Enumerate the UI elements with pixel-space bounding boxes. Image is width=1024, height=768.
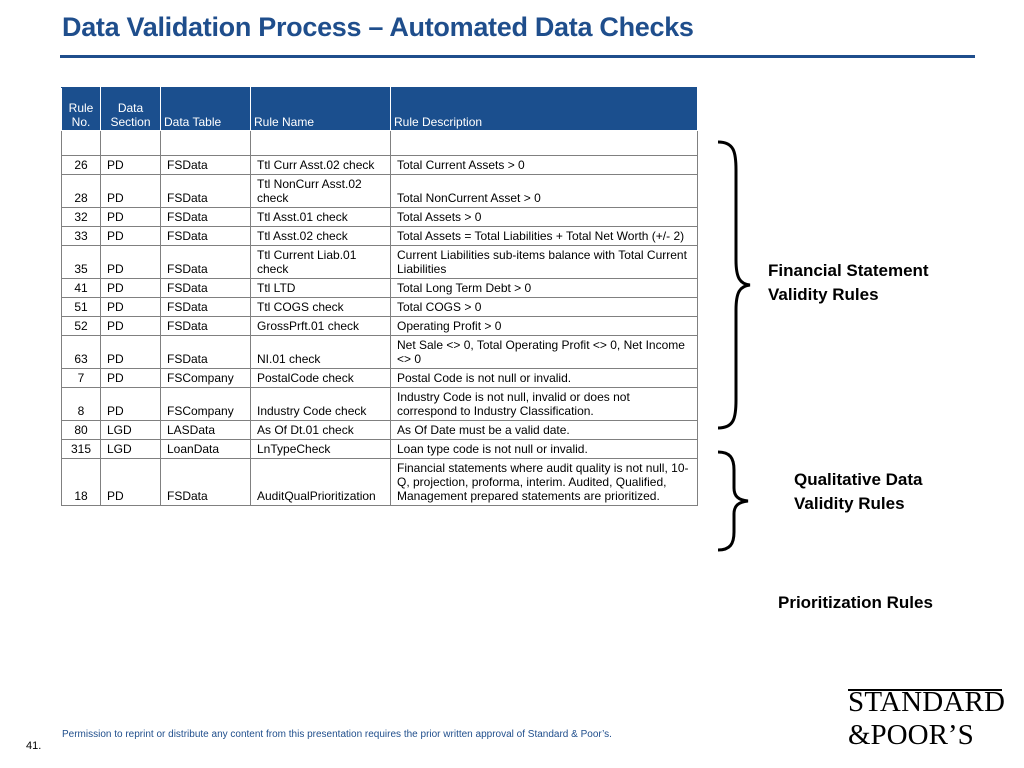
prioritization-label: Prioritization Rules: [778, 593, 933, 612]
rule-name-cell: Ttl LTD: [251, 279, 391, 298]
spacer-cell: [251, 131, 391, 156]
data-section-cell: PD: [101, 156, 161, 175]
data-table-cell: FSData: [161, 227, 251, 246]
rule-description-cell: Operating Profit > 0: [391, 317, 698, 336]
rule-description-cell: Total Assets = Total Liabilities + Total Net Worth (+/- 2): [391, 227, 698, 246]
data-table-cell: FSData: [161, 246, 251, 279]
table-row: [62, 156, 698, 175]
rule-description-cell: Total NonCurrent Asset > 0: [391, 175, 698, 208]
rule-no-cell: 26: [62, 156, 101, 175]
table-row: [62, 175, 698, 208]
table-row: [62, 336, 698, 369]
rule-no-cell: 32: [62, 208, 101, 227]
slide-title: Data Validation Process – Automated Data Checks: [62, 12, 694, 42]
data-table-cell: FSData: [161, 175, 251, 208]
header-data-table: Data Table: [161, 88, 251, 131]
table-body: [62, 131, 698, 506]
logo-line-poors: &POOR’S: [848, 719, 974, 751]
rule-no-cell: 63: [62, 336, 101, 369]
rule-no-cell: 28: [62, 175, 101, 208]
spacer-cell: [161, 131, 251, 156]
data-section-cell: PD: [101, 336, 161, 369]
table-row: [62, 246, 698, 279]
rule-name-cell: AuditQualPrioritization: [251, 459, 391, 506]
table-row: [62, 227, 698, 246]
rule-no-cell: 315: [62, 440, 101, 459]
table-spacer-row: [62, 131, 698, 156]
rule-name-cell: NI.01 check: [251, 336, 391, 369]
financial-brace-icon: [712, 140, 752, 430]
data-table-cell: FSData: [161, 459, 251, 506]
rule-description-cell: Net Sale <> 0, Total Operating Profit <> 0, Net Income <> 0: [391, 336, 698, 369]
table-row: [62, 388, 698, 421]
data-table-cell: FSData: [161, 156, 251, 175]
rule-name-cell: LnTypeCheck: [251, 440, 391, 459]
table-row: [62, 298, 698, 317]
rule-description-cell: Total Assets > 0: [391, 208, 698, 227]
rule-name-cell: Ttl Asst.01 check: [251, 208, 391, 227]
data-section-cell: PD: [101, 317, 161, 336]
rule-no-cell: 33: [62, 227, 101, 246]
permission-footer: Permission to reprint or distribute any content from this presentation requires the prior written approval of Standard & Poor’s.: [62, 729, 612, 740]
financial-statement-label: Financial Statement Validity Rules: [768, 261, 929, 304]
data-section-cell: PD: [101, 369, 161, 388]
rule-no-cell: 7: [62, 369, 101, 388]
data-section-cell: PD: [101, 388, 161, 421]
header-rule-description: Rule Description: [391, 88, 698, 131]
title-divider: [60, 55, 975, 58]
rule-name-cell: Industry Code check: [251, 388, 391, 421]
qualitative-brace-icon: [712, 450, 752, 552]
data-table-cell: LoanData: [161, 440, 251, 459]
rule-description-cell: Total Long Term Debt > 0: [391, 279, 698, 298]
rules-table: [61, 87, 698, 506]
data-table-cell: FSCompany: [161, 388, 251, 421]
table-header-row: [62, 88, 698, 131]
table-row: [62, 317, 698, 336]
spacer-cell: [101, 131, 161, 156]
data-section-cell: PD: [101, 175, 161, 208]
rule-description-cell: Industry Code is not null, invalid or does not correspond to Industry Classification.: [391, 388, 698, 421]
rule-no-cell: 18: [62, 459, 101, 506]
logo-line-standard: STANDARD: [848, 686, 1006, 718]
rule-name-cell: As Of Dt.01 check: [251, 421, 391, 440]
rule-no-cell: 35: [62, 246, 101, 279]
rule-no-cell: 41: [62, 279, 101, 298]
data-section-cell: LGD: [101, 421, 161, 440]
data-section-cell: PD: [101, 298, 161, 317]
rule-name-cell: Ttl Current Liab.01 check: [251, 246, 391, 279]
rule-no-cell: 52: [62, 317, 101, 336]
header-rule-name: Rule Name: [251, 88, 391, 131]
data-table-cell: FSData: [161, 317, 251, 336]
page-number: 41.: [26, 740, 42, 752]
table-row: [62, 208, 698, 227]
rule-name-cell: Ttl COGS check: [251, 298, 391, 317]
table-row: [62, 440, 698, 459]
data-table-cell: FSData: [161, 298, 251, 317]
spacer-cell: [391, 131, 698, 156]
rule-name-cell: Ttl NonCurr Asst.02 check: [251, 175, 391, 208]
rule-description-cell: Current Liabilities sub-items balance with Total Current Liabilities: [391, 246, 698, 279]
data-table-cell: FSData: [161, 279, 251, 298]
table-row: [62, 369, 698, 388]
rule-description-cell: Financial statements where audit quality is not null, 10-Q, projection, proforma, interim. Audited, Qualified, Management prepared statements are prioritized.: [391, 459, 698, 506]
rule-description-cell: Total COGS > 0: [391, 298, 698, 317]
data-section-cell: PD: [101, 227, 161, 246]
rule-name-cell: Ttl Asst.02 check: [251, 227, 391, 246]
data-section-cell: PD: [101, 279, 161, 298]
rule-description-cell: As Of Date must be a valid date.: [391, 421, 698, 440]
data-table-cell: FSData: [161, 208, 251, 227]
rule-name-cell: Ttl Curr Asst.02 check: [251, 156, 391, 175]
table-row: [62, 421, 698, 440]
data-section-cell: LGD: [101, 440, 161, 459]
rule-description-cell: Loan type code is not null or invalid.: [391, 440, 698, 459]
spacer-cell: [62, 131, 101, 156]
data-section-cell: PD: [101, 459, 161, 506]
rule-name-cell: PostalCode check: [251, 369, 391, 388]
header-rule-no: Rule No.: [62, 88, 101, 131]
data-section-cell: PD: [101, 246, 161, 279]
rule-description-cell: Postal Code is not null or invalid.: [391, 369, 698, 388]
data-section-cell: PD: [101, 208, 161, 227]
data-table-cell: FSCompany: [161, 369, 251, 388]
rule-no-cell: 8: [62, 388, 101, 421]
table-row: [62, 459, 698, 506]
table-row: [62, 279, 698, 298]
rule-name-cell: GrossPrft.01 check: [251, 317, 391, 336]
data-table-cell: LASData: [161, 421, 251, 440]
data-table-cell: FSData: [161, 336, 251, 369]
rule-no-cell: 80: [62, 421, 101, 440]
rule-no-cell: 51: [62, 298, 101, 317]
header-data-section: Data Section: [101, 88, 161, 131]
sp-logo: [848, 686, 1006, 752]
rule-description-cell: Total Current Assets > 0: [391, 156, 698, 175]
qualitative-data-label: Qualitative Data Validity Rules: [794, 470, 923, 513]
